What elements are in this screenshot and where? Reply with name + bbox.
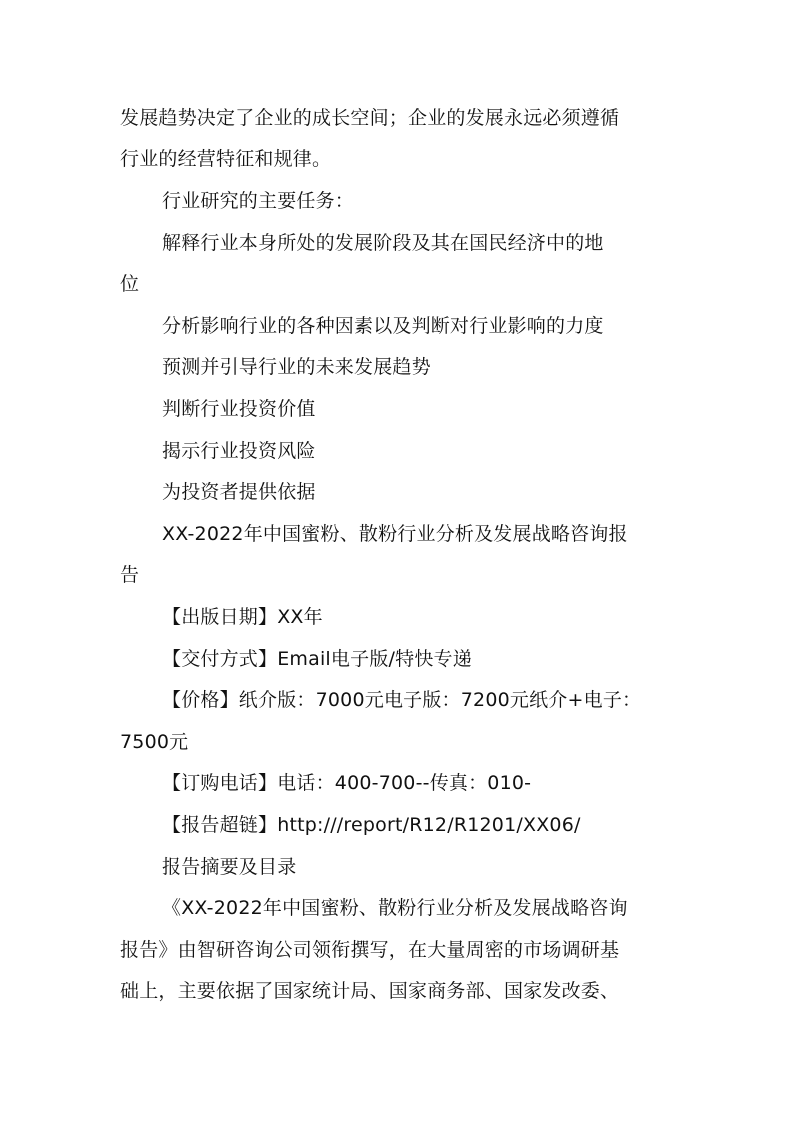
report-title-continuation: 告 — [120, 564, 140, 586]
body-text-line: 《XX-2022年中国蜜粉、散粉行业分析及发展战略咨询 — [162, 897, 628, 919]
report-title: XX-2022年中国蜜粉、散粉行业分析及发展战略咨询报 — [162, 523, 628, 545]
report-link: 【报告超链】http:///report/R12/R1201/XX06/ — [162, 814, 581, 836]
section-heading: 行业研究的主要任务： — [162, 190, 355, 212]
list-item: 为投资者提供依据 — [162, 481, 316, 503]
list-item: 预测并引导行业的未来发展趋势 — [162, 356, 431, 378]
section-heading: 报告摘要及目录 — [162, 856, 297, 878]
list-item: 揭示行业投资风险 — [162, 440, 316, 462]
body-text-line: 报告》由智研咨询公司领衔撰写，在大量周密的市场调研基 — [120, 939, 620, 961]
price-continuation: 7500元 — [120, 731, 189, 753]
list-item-continuation: 位 — [120, 273, 140, 295]
list-item: 解释行业本身所处的发展阶段及其在国民经济中的地 — [162, 232, 604, 254]
price: 【价格】纸介版：7000元电子版：7200元纸介+电子： — [162, 689, 642, 711]
delivery-method: 【交付方式】Email电子版/特快专递 — [162, 648, 472, 670]
body-text-line: 行业的经营特征和规律。 — [120, 148, 332, 170]
publication-date: 【出版日期】XX年 — [162, 606, 323, 628]
list-item: 分析影响行业的各种因素以及判断对行业影响的力度 — [162, 315, 604, 337]
body-text-line: 发展趋势决定了企业的成长空间；企业的发展永远必须遵循 — [120, 107, 620, 129]
list-item: 判断行业投资价值 — [162, 398, 316, 420]
body-text-line: 础上，主要依据了国家统计局、国家商务部、国家发改委、 — [120, 980, 620, 1002]
order-phone: 【订购电话】电话：400-700--传真：010- — [162, 772, 532, 794]
